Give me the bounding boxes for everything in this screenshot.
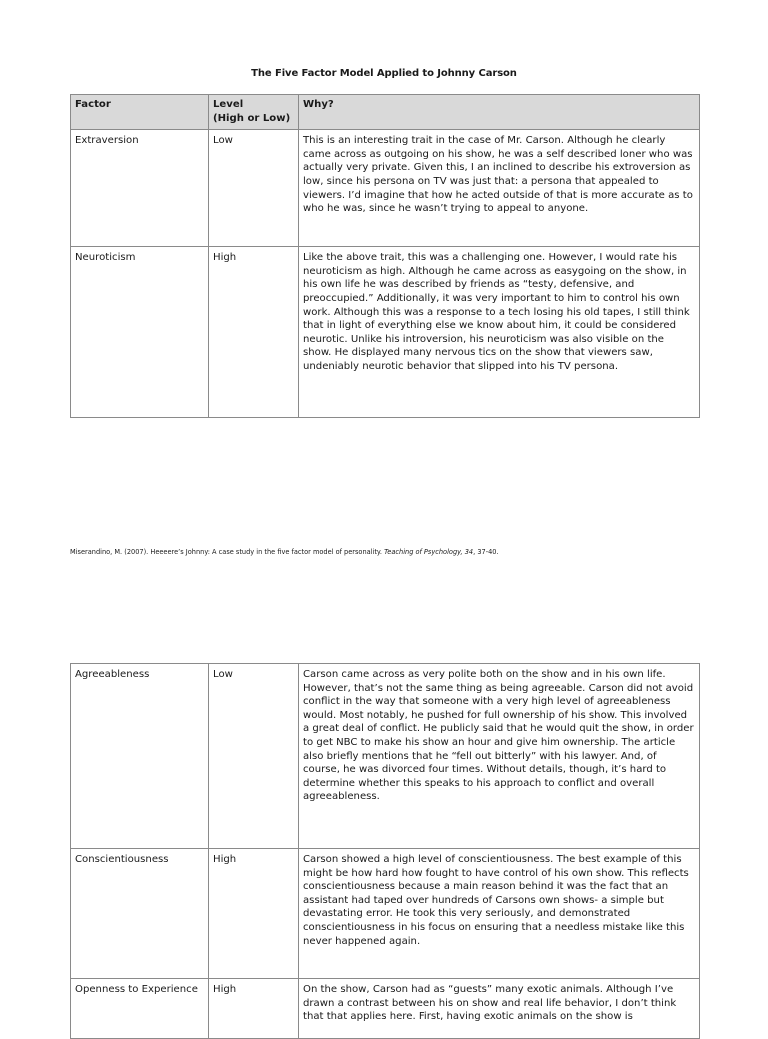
factor-cell: Openness to Experience (71, 979, 209, 1039)
level-cell: High (209, 247, 299, 418)
level-cell: High (209, 849, 299, 979)
table-row-openness (71, 979, 700, 1039)
factor-cell: Agreeableness (71, 664, 209, 849)
table-row-neuroticism (71, 247, 700, 418)
header-level (209, 95, 299, 130)
header-level-line1: Level (213, 99, 244, 110)
five-factor-table-bottom (70, 663, 700, 1039)
citation-prefix: Miserandino, M. (2007). Heeeere’s Johnny: A case study in the five factor model of personality. (70, 548, 385, 556)
factor-cell: Conscientiousness (71, 849, 209, 979)
header-why: Why? (299, 95, 700, 130)
level-cell: Low (209, 130, 299, 247)
citation-suffix: , 37-40. (473, 548, 499, 556)
document-title: The Five Factor Model Applied to Johnny Carson (251, 68, 517, 79)
factor-cell: Neuroticism (71, 247, 209, 418)
citation (70, 548, 710, 556)
table-row-conscientiousness (71, 849, 700, 979)
why-cell: On the show, Carson had as “guests” many exotic animals. Although I’ve drawn a contrast between his on show and real life behavior, I don’t think that that applies here. First, having exotic animals on the show is (299, 979, 700, 1039)
header-factor: Factor (71, 95, 209, 130)
level-cell: High (209, 979, 299, 1039)
why-cell: Carson came across as very polite both on the show and in his own life. However, that’s not the same thing as being agreeable. Carson did not avoid conflict in the way that someone with a very high level of agreeableness would. Most notably, he pushed for full ownership of his show. This involved a great deal of conflict. He publicly said that he would quit the show, in order to get NBC to make his show an hour and give him ownership. The article also briefly mentions that he “fell out bitterly” with his lawyer. And, of course, he was divorced four times. Without details, though, it’s hard to determine whether this speaks to his approach to conflict and overall agreeableness. (299, 664, 700, 849)
why-cell: Like the above trait, this was a challenging one. However, I would rate his neuroticism as high. Although he came across as easygoing on the show, in his own life he was described by friends as “testy, defensive, and preoccupied.” Additionally, it was very important to him to control his own work. Although this was a response to a tech losing his old tapes, I still think that in light of everything else we know about him, it could be considered neurotic. Unlike his introversion, his neuroticism was also visible on the show. He displayed many nervous tics on the show that viewers saw, undeniably neurotic behavior that slipped into his TV persona. (299, 247, 700, 418)
table-row-agreeableness (71, 664, 700, 849)
why-cell: Carson showed a high level of conscientiousness. The best example of this might be how hard how fought to have control of his own show. This reflects conscientiousness because a main reason behind it was the fact that an assistant had taped over hundreds of Carsons own shows- a simple but devastating error. He took this very seriously, and demonstrated conscientiousness in his focus on ensuring that a needless mistake like this never happened again. (299, 849, 700, 979)
table-row-extraversion (71, 130, 700, 247)
why-cell: This is an interesting trait in the case of Mr. Carson. Although he clearly came across as outgoing on his show, he was a self described loner who was actually very private. Given this, I an inclined to describe his extroversion as low, since his persona on TV was just that: a persona that appealed to viewers. I’d imagine that how he acted outside of that is more accurate as to who he was, since he wasn’t trying to appeal to anyone. (299, 130, 700, 247)
citation-journal: Teaching of Psychology, 34 (384, 548, 474, 556)
factor-cell: Extraversion (71, 130, 209, 247)
five-factor-table-top (70, 94, 700, 418)
header-level-line2: (High or Low) (213, 112, 291, 124)
level-cell: Low (209, 664, 299, 849)
table-header-row (71, 95, 700, 130)
